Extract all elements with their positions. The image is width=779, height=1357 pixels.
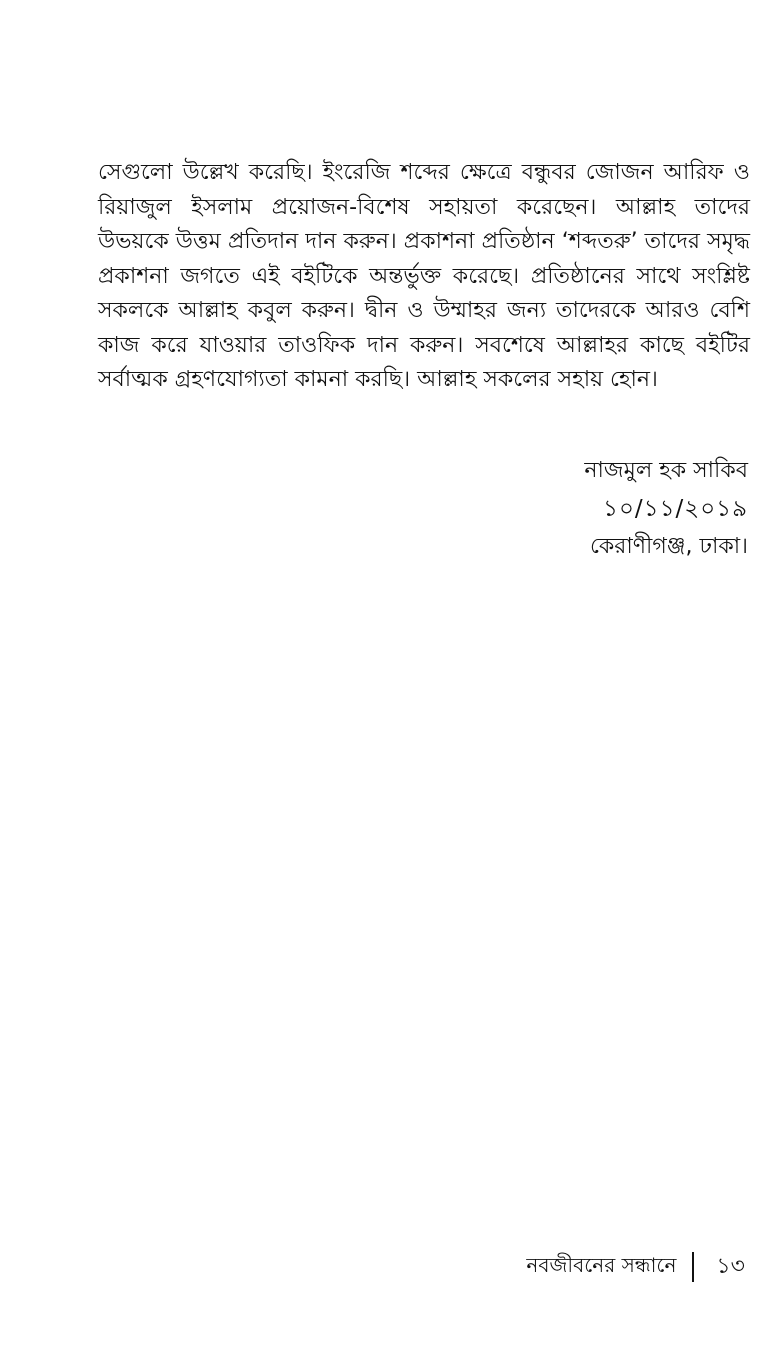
signature-place: কেরাণীগঞ্জ, ঢাকা। <box>589 534 748 559</box>
signature-block <box>584 452 748 566</box>
page-footer <box>526 1250 745 1284</box>
signature-date: ১০/১১/২০১৯ <box>603 496 748 522</box>
footer-divider <box>692 1252 694 1282</box>
page-number: ১৩ <box>716 1253 745 1279</box>
book-title: নবজীবনের সন্ধানে <box>526 1252 677 1277</box>
author-name: নাজমুল হক সাকিব <box>584 458 748 483</box>
body-paragraph: সেগুলো উল্লেখ করেছি। ইংরেজি শব্দের ক্ষেত্রে বন্ধুবর জোজন আরিফ ও রিয়াজুল ইসলাম প্রয়োজন-বিশেষ সহায়তা করেছেন। আল্লাহ তাদের উভয়কে উত্তম প্রতিদান দান করুন। প্রকাশনা প্রতিষ্ঠান ‘শব্দতরু’ তাদের সমৃদ্ধ প্রকাশনা জগতে এই বইটিকে অন্তর্ভুক্ত করেছে। প্রতিষ্ঠানের সাথে সংশ্লিষ্ট সকলকে আল্লাহ কবুল করুন। দ্বীন ও উম্মাহর জন্য তাদেরকে আরও বেশি কাজ করে যাওয়ার তাওফিক দান করুন। সবশেষে আল্লাহর কাছে বইটির সর্বাত্মক গ্রহণযোগ্যতা কামনা করছি। আল্লাহ সকলের সহায় হোন। <box>98 160 750 392</box>
